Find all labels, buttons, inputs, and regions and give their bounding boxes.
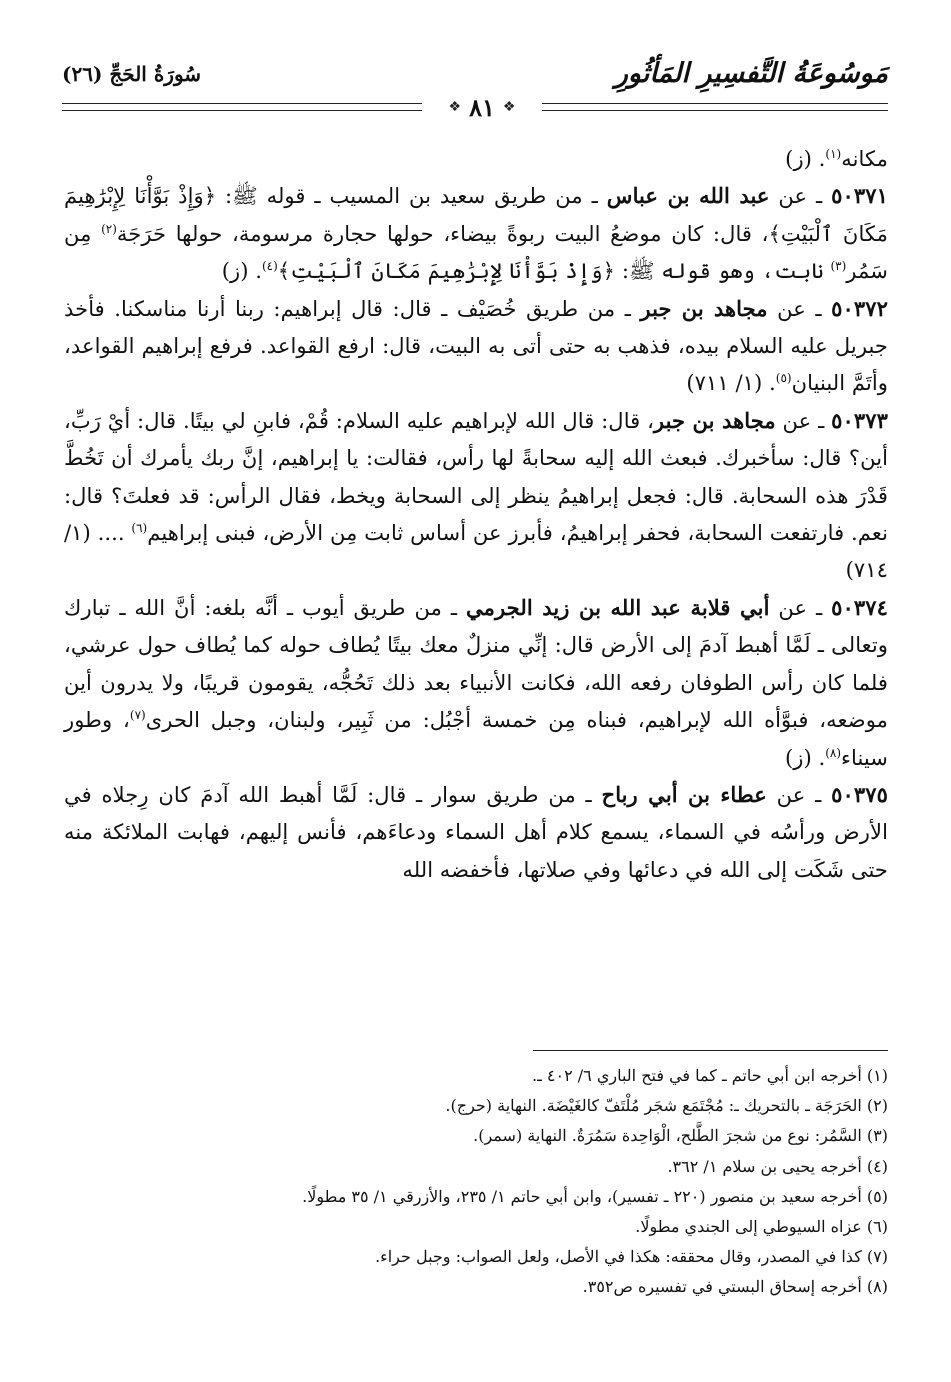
paragraph [64, 140, 888, 177]
paragraph-text: ـ عن [769, 183, 832, 209]
footnote-ref: (٥) [775, 371, 792, 386]
footnote-ref: (٨) [825, 745, 842, 760]
paragraph [64, 177, 888, 289]
narration-number: ٥٠٣٧٤ [831, 594, 889, 620]
narration-number: ٥٠٣٧٣ [831, 407, 888, 433]
paragraph-text: ـ عن [767, 295, 832, 321]
narration-number: ٥٠٣٧٥ [831, 781, 888, 807]
narrator-name: مجاهد بن جبر [640, 295, 768, 321]
narrator-name: أبي قلابة عبد الله بن زيد الجرمي [465, 594, 770, 620]
paragraph [64, 290, 888, 402]
paragraph-text: .... (١/ ٧١٤) [64, 520, 888, 583]
page-number: ٨١ [469, 92, 495, 122]
narrator-name: عطاء بن أبي رباح [601, 781, 767, 807]
ornament-icon: ❖ [502, 99, 516, 115]
page-header [62, 56, 888, 126]
book-title: مَوسُوعَةُ التَّفسِيرِ المَأثُورِ [614, 58, 888, 89]
footnote: (٢) الحَرَجَة ـ بالتحريك ـ: مُجْتَمَع شجَر مُلْتَفّ كالغَيْضَة. النهاية (حرج). [445, 1096, 888, 1116]
footnote: (١) أخرجه ابن أبي حاتم ـ كما في فتح الباري ٦/ ٤٠٢ ـ. [532, 1066, 888, 1085]
paragraph-text: ـ عن [766, 781, 832, 807]
footnote-ref: (٣) [830, 259, 847, 274]
footnote: (٣) السَّمُر: نوع من شجرَ الطَّلح، الْوَاحِدة سَمُرَةٌ. النهاية (سمر). [473, 1126, 888, 1146]
footnote-separator [533, 1050, 888, 1051]
paragraph-text: . (١/ ٧١١) [686, 370, 776, 396]
footnotes [64, 1061, 888, 1303]
paragraph-text: نابت، وهو قوله ﷺ: ﴿وَإِذْ بَوَّأْنَا لِإِبْرَٰهِيمَ مَكَانَ ٱلْبَيْتِ﴾ [277, 258, 831, 284]
footnote: (٧) كذا في المصدر، وقال محققه: هكذا في الأصل، ولعل الصواب: وجبل حراء. [375, 1247, 888, 1267]
paragraph-text: ـ عن [769, 594, 832, 620]
footnote-ref: (٤) [261, 259, 278, 274]
paragraph-text: ، قال: قال الله لإبراهيم عليه السلام: قُمْ، فابنِ لي بيتًا. قال: أيْ رَبِّ، أين؟ قال: سأخبرك. فبعث الله إليه سحابةً لها رأس، فقالت: يا إبراهيم، إنَّ ربك يأمرك أن تَخُطَّ قَدْرَ هذه السحابة. قال: فجعل إبراهيمُ ينظر إلى السحابة ويخط، فقال الرأس: قد فعلتَ؟ قال: نعم. فارتفعت السحابة، فحفر إبراهيمُ، فأبرز عن أساس ثابت مِن الأرض، فبنى إبراهيم [64, 407, 888, 546]
paragraph-text: . (ز) [785, 146, 826, 171]
paragraph-text: ، وطور سيناء [64, 707, 888, 770]
paragraph [64, 589, 888, 776]
footnote: (٦) عزاه السيوطي إلى الجندي مطولًا. [635, 1217, 888, 1237]
page-number-block [422, 90, 542, 124]
narration-number: ٥٠٣٧١ [831, 183, 889, 209]
paragraph-text: ـ من طريق أيوب ـ أنَّه بلغه: أنَّ الله ـ تبارك وتعالى ـ لَمَّا أهبط آدمَ إلى الأرض قال: إنِّي منزلٌ معك بيتًا يُطاف حوله كما يُطاف حول عرشي، فلما كان رأس الطوفان رفعه الله، فكانت الأنبياء بعد ذلك تَحُجُّه، يقومون قريبًا، ولا يدرون أين موضعه، فبوَّأه الله لإبراهيم، فبناه مِن خمسة أجْبُل: من ثَبِير، ولبنان، وجبل الحرى [64, 594, 888, 733]
paragraph-text: ـ من طريق سعيد بن المسيب ـ قوله ﷺ: ﴿وَإِذْ بَوَّأْنَا لِإِبْرَٰهِيمَ مَكَانَ ٱلْبَيْتِ﴾، قال: كان موضعُ البيت ربوةً بيضاء، حولها حجارة مرسومة، حولها حَرَجَة [64, 183, 888, 246]
paragraph-text: ـ من طريق سوار ـ قال: لَمَّا أهبط الله آدمَ كان رِجلاه في الأرض ورأسُه في السماء، يسمع كلام أهل السماء ودعاءَهم، فأنس إليهم، فهابت الملائكة منه حتى شَكَت إلى الله في دعائها وفي صلاتها، فأخفضه الله [64, 781, 888, 882]
footnote-ref: (١) [825, 146, 842, 161]
footnote: (٨) أخرجه إسحاق البستي في تفسيره ص٣٥٢. [582, 1277, 888, 1297]
paragraph-text: . (ز) [784, 744, 826, 770]
narration-number: ٥٠٣٧٢ [831, 295, 889, 321]
footnote-ref: (٢) [101, 221, 117, 236]
narrator-name: عبد الله بن عباس [606, 183, 770, 209]
footnote-ref: (٧) [129, 708, 146, 723]
ornament-icon: ❖ [448, 99, 462, 115]
footnote-ref: (٦) [131, 521, 148, 535]
main-text [64, 140, 888, 888]
paragraph-text: مِن سَمُر [64, 220, 888, 284]
surah-title: سُورَةُ الحَجِّ (٢٦) [62, 62, 202, 86]
paragraph [64, 776, 888, 888]
paragraph-text: . (ز) [221, 258, 262, 284]
narrator-name: مجاهد بن جبر [653, 407, 776, 433]
footnote: (٤) أخرجه يحيى بن سلام ١/ ٣٦٢. [667, 1156, 888, 1176]
paragraph-text: ـ عن [775, 407, 832, 433]
paragraph [64, 402, 888, 589]
paragraph-text: ـ من طريق خُصَيْف ـ قال: قال إبراهيم: ربنا أرنا مناسكنا. فأخذ جبريل عليه السلام بيده، فذهب به حتى أتى به البيت، قال: ارفع القواعد. فرفع إبراهيم القواعد، وأتَمَّ البنيان [64, 295, 888, 396]
footnote: (٥) أخرجه سعيد بن منصور (٢٢٠ ـ تفسير)، وابن أبي حاتم ١/ ٢٣٥، والأزرقي ١/ ٣٥ مطولًا. [302, 1186, 888, 1206]
paragraph-text: مكانه [841, 146, 888, 171]
